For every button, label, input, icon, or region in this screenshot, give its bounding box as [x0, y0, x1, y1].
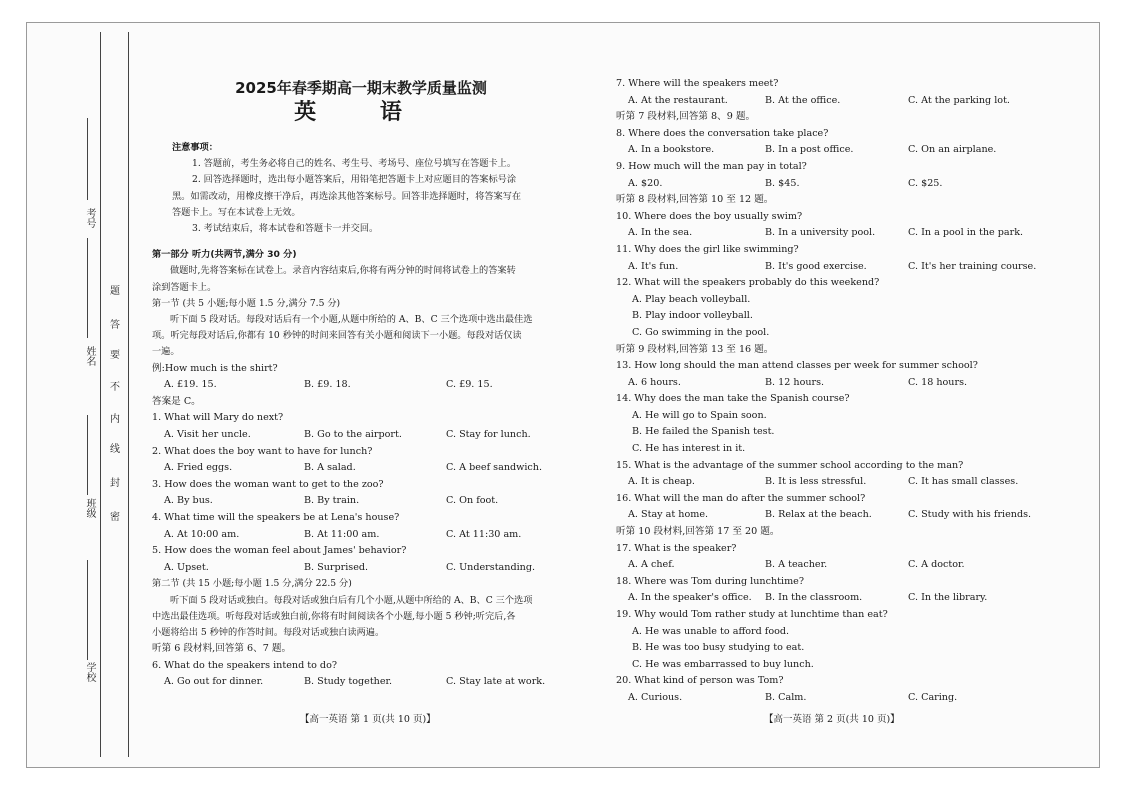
answer-options [616, 259, 1056, 276]
question-text: 7. Where will the speakers meet? [616, 78, 779, 89]
question-text: 10. Where does the boy usually swim? [616, 210, 803, 222]
margin-line-outer [100, 32, 101, 757]
question-text: 6. What do the speakers intend to do? [152, 659, 337, 671]
answer-option: C. On an airplane. [908, 144, 997, 156]
right-column [616, 76, 1056, 707]
name-label: 姓名 [84, 346, 95, 366]
question-text: 15. What is the advantage of the summer school according to the man? [616, 459, 964, 471]
question-text: 18. Where was Tom during lunchtime? [616, 575, 804, 587]
answer-option: C. He was embarrassed to buy lunch. [632, 658, 814, 670]
answer-option: C. It has small classes. [908, 476, 1019, 488]
answer-option: C. At 11:30 am. [446, 528, 522, 540]
answer-option: C. 18 hours. [908, 376, 968, 388]
answer-option: C. In a pool in the park. [908, 227, 1024, 239]
answer-option: A. By bus. [164, 495, 213, 507]
answer-options [616, 93, 1056, 110]
answer-option: B. 12 hours. [765, 376, 825, 388]
subject-title: 英 语 [294, 100, 430, 125]
answer-options [616, 690, 1056, 707]
answer-option: A. A chef. [628, 559, 675, 571]
question-text: 5. How does the woman feel about James' behavior? [152, 545, 407, 557]
answer-option: B. Relax at the beach. [765, 509, 872, 521]
answer-option: C. It's her training course. [908, 260, 1037, 272]
answer-options [152, 527, 572, 544]
answer-option: B. He was too busy studying to eat. [632, 642, 805, 654]
answer-option: C. Stay late at work. [446, 676, 546, 688]
answer-option: B. Go to the airport. [304, 429, 402, 441]
question-text: 20. What kind of person was Tom? [616, 675, 784, 687]
answer-option: B. Surprised. [304, 561, 369, 573]
answer-option: A. In a bookstore. [628, 144, 715, 156]
left-column [152, 78, 572, 691]
section2-intro: 中选出最佳选项。听每段对话或独白前,你将有时间阅读各个小题,每小题 5 秒钟;听完后,各 [152, 610, 516, 622]
school-label: 学校 [84, 662, 95, 682]
seal-warning-char: 密 [110, 512, 120, 523]
answer-option: C. Study with his friends. [908, 509, 1032, 521]
answer-options [616, 590, 1056, 607]
answer-option: A. Upset. [164, 561, 209, 573]
answer-option: C. A doctor. [908, 559, 965, 571]
answer-option: C. A beef sandwich. [446, 462, 543, 474]
example-option: A. £19. 15. [164, 379, 217, 391]
answer-options [616, 507, 1056, 524]
question-text: 11. Why does the girl like swimming? [616, 243, 799, 255]
answer-options [152, 674, 572, 691]
school-blank [87, 560, 88, 660]
answer-option: A. In the speaker's office. [628, 592, 752, 604]
section2-intro: 听下面 5 段对话或独白。每段对话或独白后有几个小题,从题中所给的 A、B、C 三个选项 [170, 594, 533, 606]
answer-option: B. A salad. [304, 462, 356, 474]
questions-1-5 [152, 410, 572, 576]
answer-option: B. Calm. [765, 691, 807, 703]
answer-option: C. Caring. [908, 691, 958, 703]
material-instruction: 听第 8 段材料,回答第 10 至 12 题。 [616, 194, 774, 206]
notice-heading: 注意事项： [172, 142, 218, 153]
answer-option: C. At the parking lot. [908, 94, 1010, 106]
question-text: 16. What will the man do after the summer school? [616, 492, 866, 504]
notice-block [152, 140, 572, 237]
answer-option: B. He failed the Spanish test. [632, 426, 775, 438]
class-blank [87, 415, 88, 495]
section1-heading: 第一节 (共 5 小题;每小题 1.5 分,满分 7.5 分) [152, 297, 341, 309]
answer-options [616, 474, 1056, 491]
answer-option: A. At the restaurant. [628, 94, 728, 106]
example-question: 例:How much is the shirt? [152, 362, 278, 374]
answer-option: C. On foot. [446, 495, 499, 507]
answer-option: B. A teacher. [765, 559, 828, 571]
seal-warning-char: 内 [110, 414, 120, 425]
answer-option: A. Fried eggs. [164, 462, 233, 474]
question-text: 8. Where does the conversation take place? [616, 127, 829, 139]
question-text: 17. What is the speaker? [616, 542, 737, 554]
page-footer-right: 【高一英语 第 2 页(共 10 页)】 [764, 714, 900, 725]
answer-option: B. In a university pool. [765, 227, 876, 239]
name-blank [87, 238, 88, 338]
notice-line: 3. 考试结束后，将本试卷和答题卡一并交回。 [192, 223, 379, 235]
answer-option: C. $25. [908, 177, 943, 189]
margin-line-inner [128, 32, 129, 757]
question-text: 3. How does the woman want to get to the zoo? [152, 478, 384, 490]
section2-heading: 第二节 (共 15 小题;每小题 1.5 分,满分 22.5 分) [152, 578, 352, 590]
section1-intro: 一遍。 [152, 346, 180, 358]
answer-option: C. Go swimming in the pool. [632, 326, 770, 338]
exam-no-label: 考号 [84, 208, 95, 228]
page-footer-left: 【高一英语 第 1 页(共 10 页)】 [300, 714, 436, 725]
answer-option: B. By train. [304, 495, 360, 507]
answer-option: C. Stay for lunch. [446, 429, 531, 441]
question-text: 2. What does the boy want to have for lunch? [152, 445, 373, 457]
answer-option: C. Understanding. [446, 561, 536, 573]
answer-option: B. Play indoor volleyball. [632, 310, 753, 322]
question-text: 4. What time will the speakers be at Lena's house? [152, 511, 400, 523]
seal-warning-char: 封 [110, 478, 120, 489]
answer-option: A. It is cheap. [628, 476, 695, 488]
notice-line: 答题卡上。写在本试卷上无效。 [172, 206, 301, 218]
section2-intro: 小题将给出 5 秒钟的作答时间。每段对话或独白读两遍。 [152, 626, 385, 638]
answer-option: A. Curious. [628, 691, 683, 703]
example-answer: 答案是 C。 [152, 395, 201, 407]
answer-options [616, 557, 1056, 574]
answer-option: B. In a post office. [765, 144, 854, 156]
answer-options [152, 560, 572, 577]
answer-option: A. $20. [628, 177, 663, 189]
material-instruction: 听第 6 段材料,回答第 6、7 题。 [152, 643, 292, 655]
part1-heading: 第一部分 听力(共两节,满分 30 分) [152, 249, 297, 261]
answer-option: B. Study together. [304, 676, 393, 688]
section1-intro: 项。听完每段对话后,你都有 10 秒钟的时间来回答有关小题和阅读下一小题。每段对话仅读 [152, 330, 522, 342]
answer-option: A. He will go to Spain soon. [632, 409, 767, 421]
answer-options [616, 375, 1056, 392]
answer-option: A. In the sea. [628, 227, 693, 239]
exam-title: 2025年春季期高一期末教学质量监测 [235, 79, 487, 97]
answer-option: A. 6 hours. [628, 376, 681, 388]
notice-line: 2. 回答选择题时，选出每小题答案后，用铅笔把答题卡上对应题目的答案标号涂 [192, 174, 517, 186]
part1-intro: 涂到答题卡上。 [152, 281, 217, 293]
answer-option: A. Play beach volleyball. [632, 293, 751, 305]
answer-option: A. He was unable to afford food. [632, 625, 790, 637]
answer-options [152, 493, 572, 510]
question-6 [152, 658, 572, 691]
answer-option: C. In the library. [908, 592, 988, 604]
question-text: 13. How long should the man attend classes per week for summer school? [616, 360, 978, 372]
answer-options [152, 427, 572, 444]
question-text: 9. How much will the man pay in total? [616, 160, 807, 172]
question-text: 12. What will the speakers probably do this weekend? [616, 277, 880, 289]
answer-option: B. $45. [765, 177, 800, 189]
seal-warning-char: 答 [110, 320, 120, 331]
seal-warning-char: 不 [110, 382, 120, 393]
class-label: 班级 [84, 498, 95, 518]
answer-option: A. At 10:00 am. [164, 528, 240, 540]
answer-options [616, 142, 1056, 159]
answer-option: C. He has interest in it. [632, 443, 746, 455]
answer-option: B. It's good exercise. [765, 260, 867, 272]
material-instruction: 听第 9 段材料,回答第 13 至 16 题。 [616, 343, 774, 355]
answer-option: B. At the office. [765, 94, 841, 106]
question-text: 19. Why would Tom rather study at lunchtime than eat? [616, 609, 888, 620]
section1-intro: 听下面 5 段对话。每段对话后有一个小题,从题中所给的 A、B、C 三个选项中选出最佳选 [170, 314, 533, 326]
answer-options [152, 460, 572, 477]
question-text: 1. What will Mary do next? [152, 412, 284, 424]
question-text: 14. Why does the man take the Spanish course? [616, 393, 850, 405]
example-option: B. £9. 18. [304, 379, 351, 391]
answer-options [616, 176, 1056, 193]
answer-options [616, 225, 1056, 242]
exam-no-blank [87, 118, 88, 200]
seal-warning-char: 要 [110, 350, 120, 361]
material-instruction: 听第 10 段材料,回答第 17 至 20 题。 [616, 526, 780, 538]
part1-intro: 做题时,先将答案标在试卷上。录音内容结束后,你将有两分钟的时间将试卷上的答案转 [170, 265, 516, 277]
example-option: C. £9. 15. [446, 379, 493, 391]
answer-option: B. At 11:00 am. [304, 528, 380, 540]
answer-option: A. It's fun. [628, 260, 679, 272]
notice-line: 1. 答题前，考生务必将自己的姓名、考生号、考场号、座位号填写在答题卡上。 [192, 158, 517, 170]
material-instruction: 听第 7 段材料,回答第 8、9 题。 [616, 111, 756, 123]
notice-line: 黑。如需改动，用橡皮擦干净后，再选涂其他答案标号。回答非选择题时，将答案写在 [172, 190, 522, 202]
seal-warning-char: 线 [110, 444, 120, 455]
answer-option: A. Visit her uncle. [164, 429, 251, 441]
example-options [152, 377, 572, 394]
answer-option: A. Go out for dinner. [164, 676, 264, 688]
answer-option: B. In the classroom. [765, 592, 863, 604]
seal-warning-char: 题 [110, 286, 120, 297]
answer-option: B. It is less stressful. [765, 476, 867, 488]
answer-option: A. Stay at home. [628, 509, 709, 521]
